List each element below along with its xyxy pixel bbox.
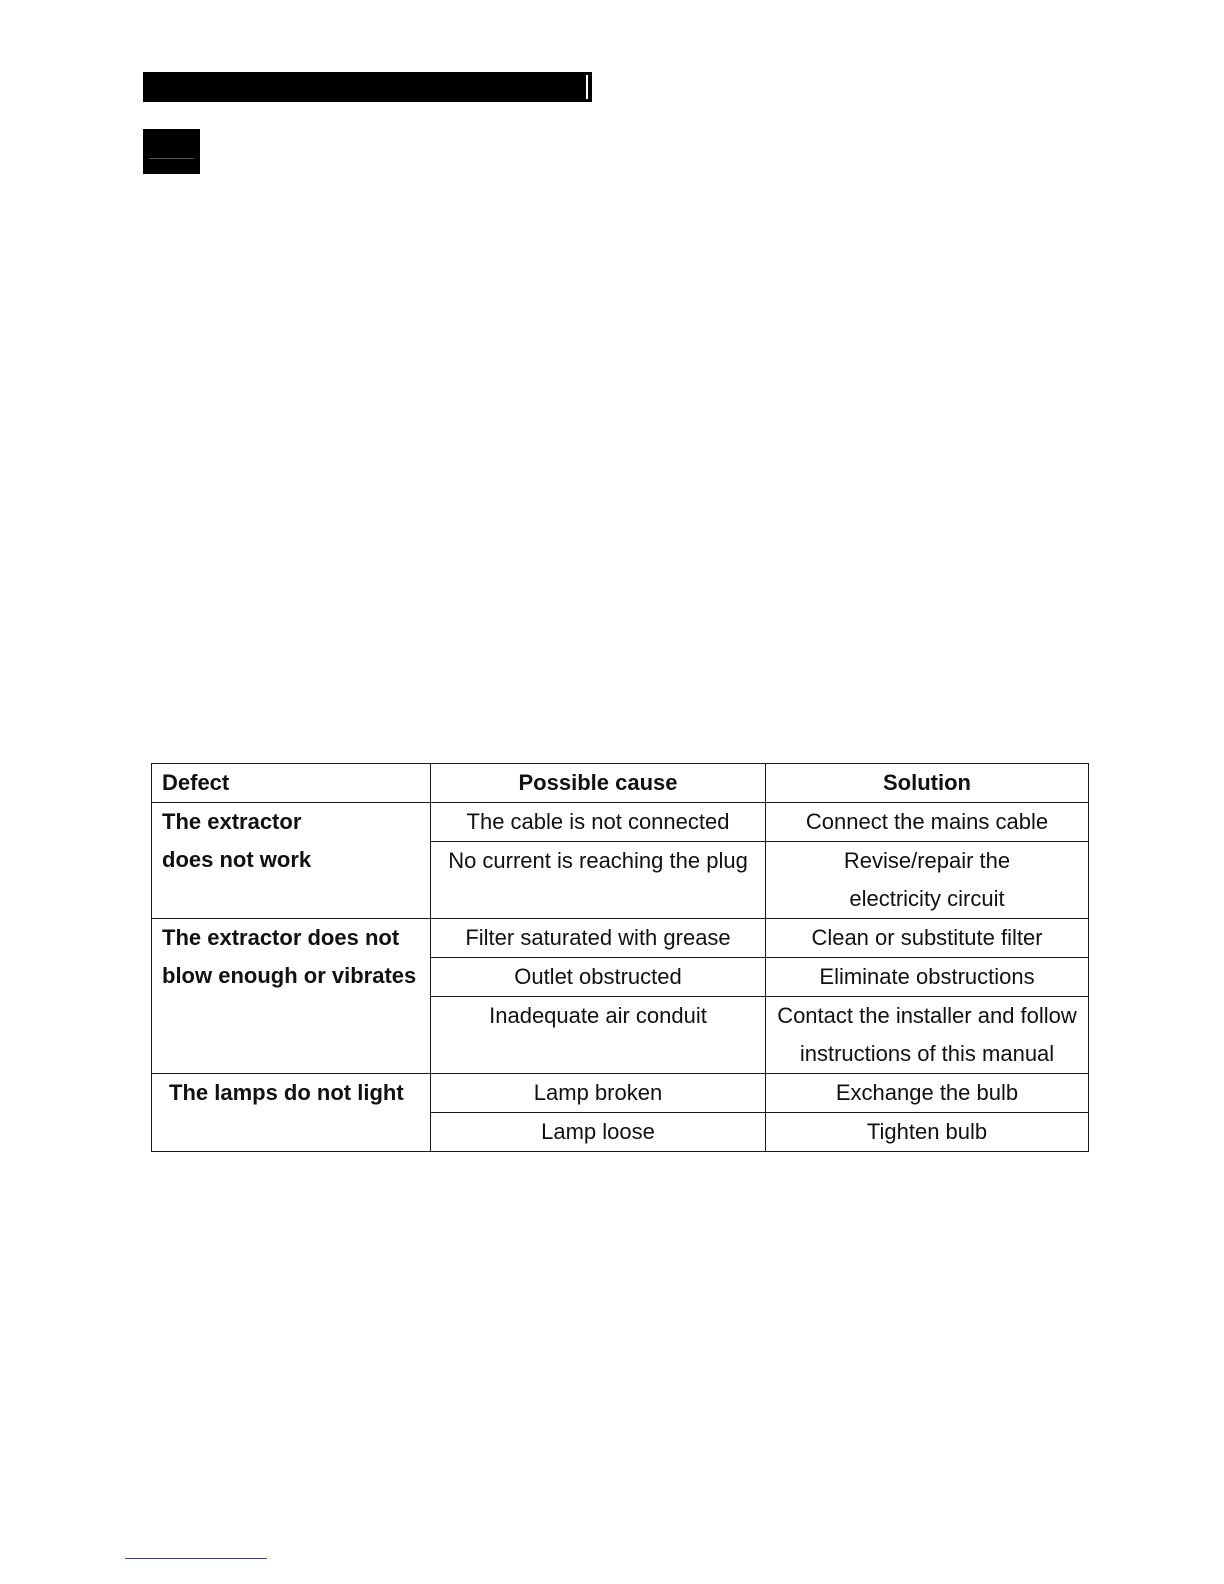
table-row [152,919,1089,958]
section-marker-line [149,158,194,159]
defect-line: does not work [162,847,312,872]
header-possible-cause: Possible cause [431,764,766,803]
redacted-section-marker [143,129,200,174]
cause-cell: No current is reaching the plug [431,842,766,919]
defect-cell [152,919,431,1074]
table-row [152,1074,1089,1113]
footer-link-underline [125,1558,267,1559]
cause-cell: Filter saturated with grease [431,919,766,958]
solution-cell: Clean or substitute filter [766,919,1089,958]
header-solution: Solution [766,764,1089,803]
header-defect: Defect [152,764,431,803]
title-bar-edge [586,75,588,99]
cause-cell: Lamp loose [431,1113,766,1152]
table-row [152,803,1089,842]
solution-cell: Tighten bulb [766,1113,1089,1152]
defect-line: The extractor does not [162,925,400,950]
table-header-row [152,764,1089,803]
solution-cell: Connect the mains cable [766,803,1089,842]
troubleshooting-table [151,763,1089,1152]
defect-line: blow enough or vibrates [162,963,417,988]
defect-cell [152,1074,431,1152]
defect-line: The extractor [162,809,302,834]
cause-cell: Inadequate air conduit [431,997,766,1074]
cause-cell: Lamp broken [431,1074,766,1113]
solution-cell: Contact the installer and follow instructions of this manual [766,997,1089,1074]
cause-cell: The cable is not connected [431,803,766,842]
solution-cell: Exchange the bulb [766,1074,1089,1113]
solution-cell: Eliminate obstructions [766,958,1089,997]
solution-cell: Revise/repair the electricity circuit [766,842,1089,919]
redacted-title-bar [143,72,592,102]
defect-line: The lamps do not light [169,1080,404,1105]
defect-cell [152,803,431,919]
cause-cell: Outlet obstructed [431,958,766,997]
